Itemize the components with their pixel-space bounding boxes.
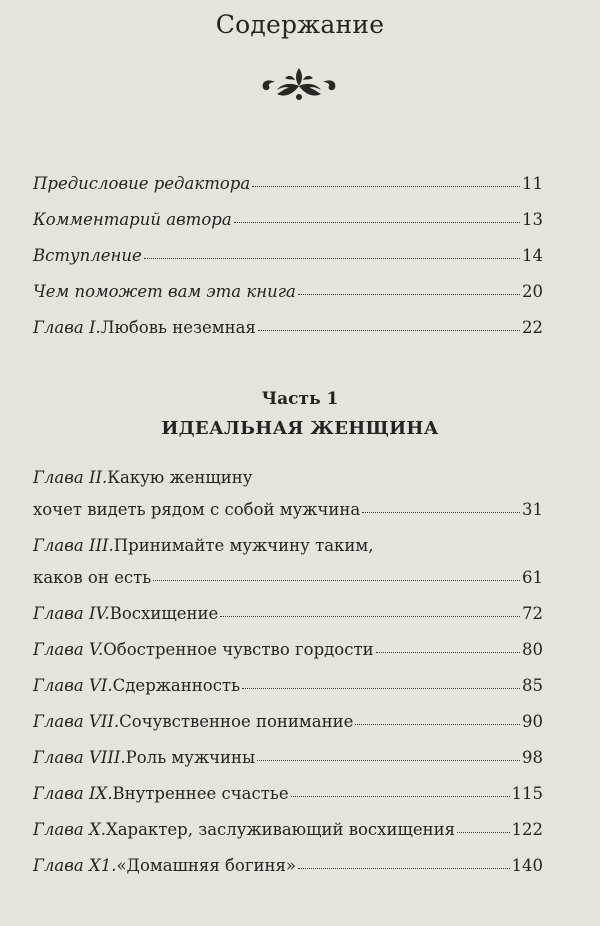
entry-title: Характер, заслуживающий восхищения (105, 820, 455, 839)
chapter-list (33, 468, 543, 892)
dot-leader (257, 760, 520, 761)
entry-page: 20 (522, 282, 543, 301)
entry-label: Предисловие редактора (33, 174, 251, 193)
toc-entry[interactable] (33, 640, 543, 676)
entry-label: Комментарий автора (33, 210, 232, 229)
dot-leader (220, 616, 520, 617)
entry-label: Вступление (33, 246, 142, 265)
entry-page: 31 (522, 500, 543, 519)
entry-first-line (33, 468, 543, 500)
dot-leader (362, 512, 520, 513)
entry-page: 115 (511, 784, 543, 803)
entry-page: 90 (522, 712, 543, 731)
front-matter-list (33, 174, 543, 354)
entry-page: 11 (522, 174, 543, 193)
entry-title: Сочувственное понимание (119, 712, 354, 731)
entry-page: 122 (511, 820, 543, 839)
entry-label: Глава X1. (33, 856, 117, 875)
toc-entry[interactable] (33, 174, 543, 210)
entry-second-line (33, 500, 543, 536)
entry-title: Восхищение (109, 604, 219, 623)
dot-leader (457, 832, 510, 833)
entry-title-continued: каков он есть (33, 568, 152, 587)
entry-page: 22 (522, 318, 543, 337)
entry-label: Глава X. (33, 820, 106, 839)
entry-label: Глава II. (33, 468, 108, 487)
toc-entry[interactable] (33, 820, 543, 856)
dot-leader (298, 294, 520, 295)
entry-label: Глава VIII. (33, 748, 126, 767)
toc-entry[interactable] (33, 246, 543, 282)
toc-entry-multiline[interactable] (33, 468, 543, 536)
entry-page: 98 (522, 748, 543, 767)
toc-entry[interactable] (33, 604, 543, 640)
entry-label: Глава VI. (33, 676, 113, 695)
entry-label: Чем поможет вам эта книга (33, 282, 296, 301)
toc-entry[interactable] (33, 676, 543, 712)
entry-label: Глава IV. (33, 604, 110, 623)
entry-title: «Домашняя богиня» (116, 856, 296, 875)
entry-label: Глава VII. (33, 712, 120, 731)
dot-leader (234, 222, 520, 223)
fleuron-icon (255, 64, 343, 102)
part-number: Часть 1 (261, 389, 339, 409)
entry-second-line (33, 568, 543, 604)
entry-page: 13 (522, 210, 543, 229)
dot-leader (291, 796, 510, 797)
entry-title: Какую женщину (107, 468, 253, 487)
toc-entry[interactable] (33, 318, 543, 354)
dot-leader (376, 652, 520, 653)
entry-title-continued: хочет видеть рядом с собой мужчина (33, 500, 361, 519)
dot-leader (258, 330, 520, 331)
entry-page: 140 (511, 856, 543, 875)
entry-title: Внутреннее счастье (112, 784, 289, 803)
entry-title: Роль мужчины (125, 748, 256, 767)
toc-entry[interactable] (33, 784, 543, 820)
part-title: ИДЕАЛЬНАЯ ЖЕНЩИНА (161, 418, 439, 439)
entry-page: 61 (522, 568, 543, 587)
entry-title: Любовь неземная (100, 318, 256, 337)
entry-title: Обостренное чувство гордости (103, 640, 374, 659)
entry-page: 85 (522, 676, 543, 695)
entry-page: 72 (522, 604, 543, 623)
entry-label: Глава I. (33, 318, 101, 337)
entry-label: Глава III. (33, 536, 114, 555)
dot-leader (252, 186, 520, 187)
entry-page: 14 (522, 246, 543, 265)
dot-leader (153, 580, 520, 581)
dot-leader (144, 258, 520, 259)
entry-first-line (33, 536, 543, 568)
toc-entry-multiline[interactable] (33, 536, 543, 604)
dot-leader (242, 688, 520, 689)
toc-entry[interactable] (33, 282, 543, 318)
dot-leader (298, 868, 510, 869)
entry-label: Глава IX. (33, 784, 113, 803)
toc-entry[interactable] (33, 210, 543, 246)
entry-label: Глава V. (33, 640, 104, 659)
toc-entry[interactable] (33, 748, 543, 784)
page-title: Содержание (215, 10, 385, 39)
entry-title: Сдержанность (112, 676, 241, 695)
toc-entry[interactable] (33, 856, 543, 892)
dot-leader (355, 724, 520, 725)
entry-page: 80 (522, 640, 543, 659)
toc-entry[interactable] (33, 712, 543, 748)
entry-title: Принимайте мужчину таким, (113, 536, 374, 555)
